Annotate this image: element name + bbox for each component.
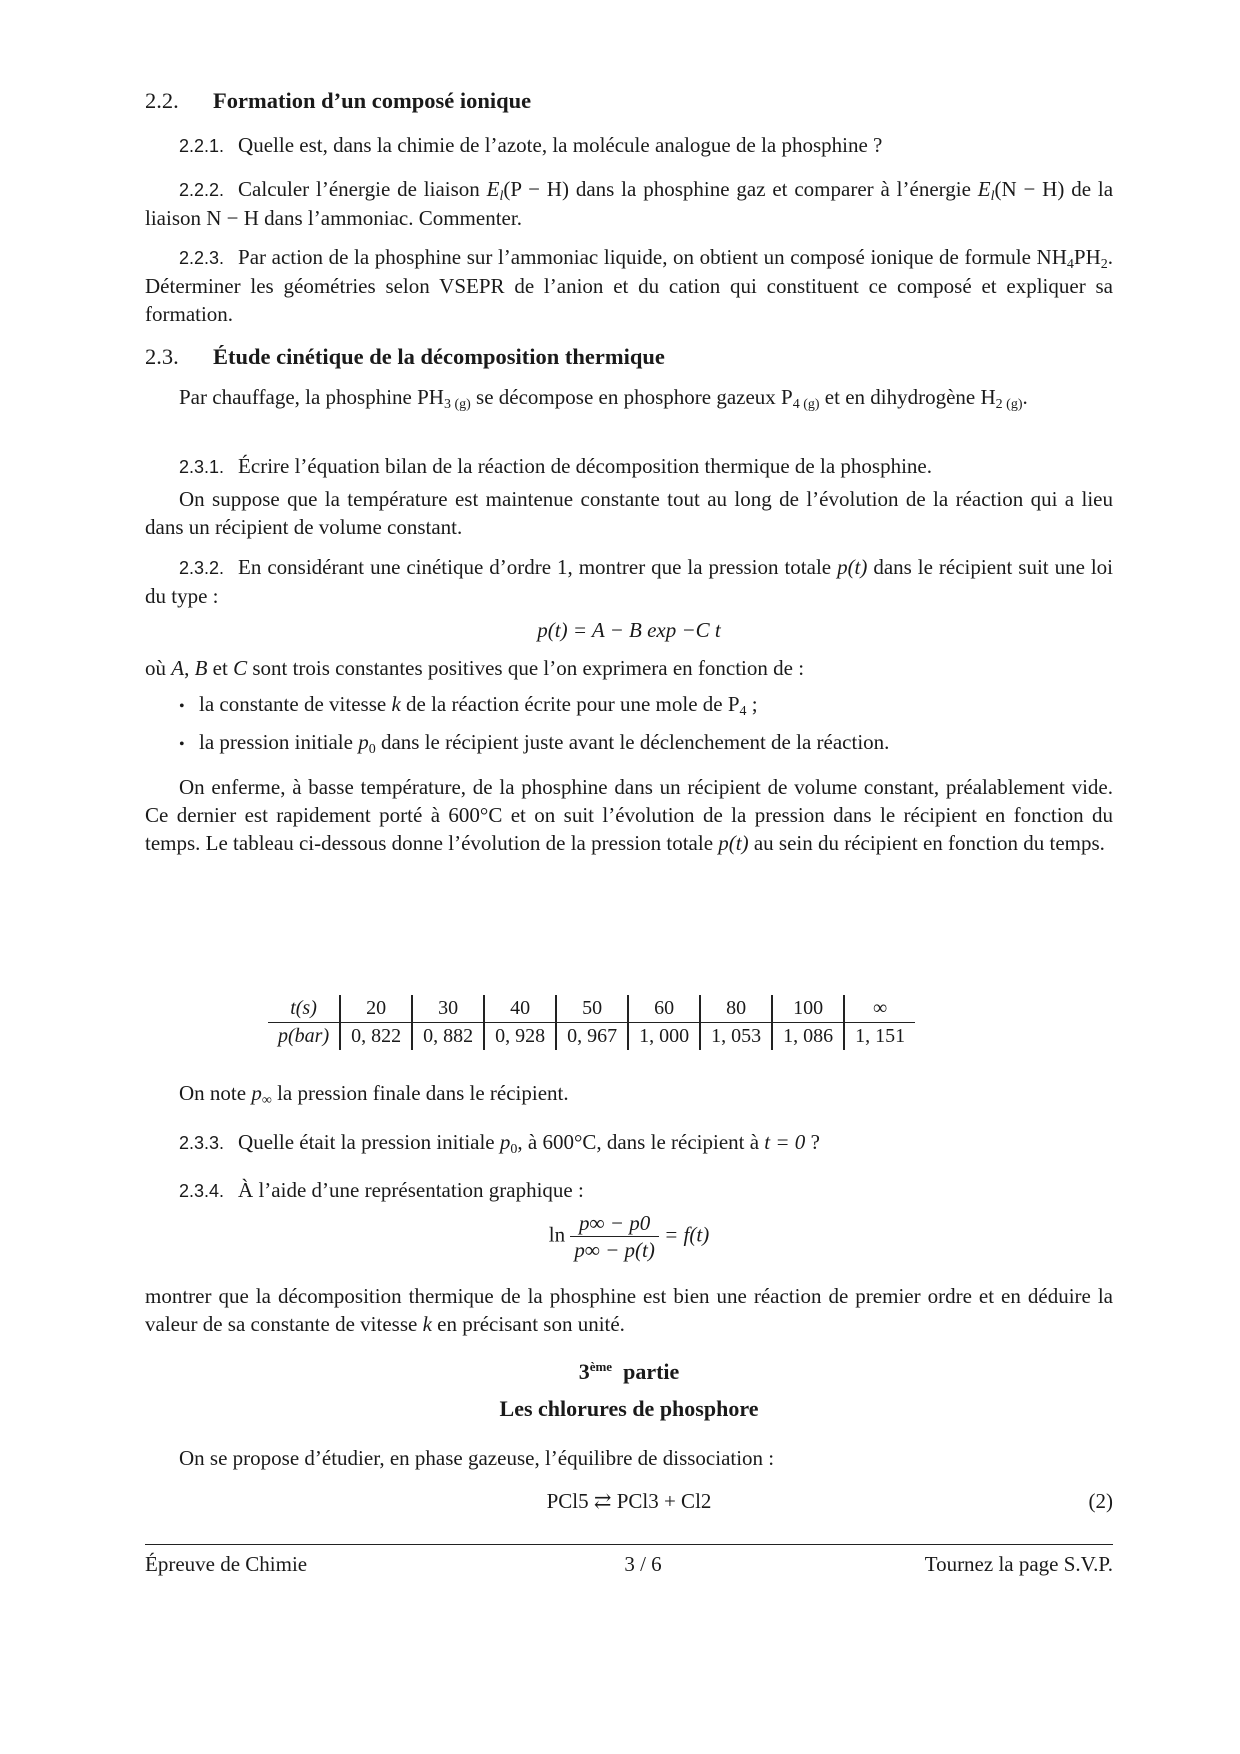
math-expr: (P − H) [503, 177, 569, 201]
table-cell: 0, 928 [484, 1023, 556, 1051]
table-cell: 1, 151 [844, 1023, 915, 1051]
table-cell: 1, 053 [700, 1023, 772, 1051]
text: , [184, 656, 190, 680]
math-function: ln [548, 1222, 566, 1247]
table-row-pressure [268, 1023, 915, 1051]
text: se décompose en phosphore gazeux P [476, 385, 793, 409]
question-text: Quelle est, dans la chimie de l’azote, la molécule analogue de la phosphine ? [238, 133, 883, 157]
table-cell: 60 [628, 995, 700, 1023]
math-symbol: p [251, 1081, 262, 1105]
text: au sein du récipient en fonction du temps. [753, 831, 1105, 855]
section-number: 2.2. [145, 88, 179, 113]
table-header-time: t(s) [268, 995, 340, 1023]
question-text: , à 600°C, dans le récipient à [517, 1130, 760, 1154]
fraction [570, 1210, 658, 1263]
question-2-3-4 [145, 1176, 1113, 1205]
table-row-time [268, 995, 915, 1023]
chem-formula: PH [1073, 245, 1101, 269]
table-cell: 50 [556, 995, 628, 1023]
text: ; [746, 692, 758, 716]
text: la pression initiale [199, 730, 353, 754]
table-cell: ∞ [844, 995, 915, 1023]
question-text: dans le récipient suit une loi du type : [145, 555, 1114, 608]
paragraph-constants [145, 654, 1113, 682]
math-subscript: l [990, 189, 995, 204]
fraction-denominator: p∞ − p(t) [574, 1238, 655, 1262]
math-expr: (N − H) [994, 177, 1065, 201]
chem-subscript: 4 [739, 704, 747, 719]
equation-pressure-law: p(t) = A − B exp −C t [537, 618, 721, 642]
math-expr: p(t) [837, 555, 868, 579]
question-2-3-1 [145, 452, 1113, 481]
math-symbol: E [977, 177, 991, 201]
text: la constante de vitesse [199, 692, 387, 716]
math-subscript: 0 [510, 1142, 518, 1157]
question-number: 2.3.3. [179, 1133, 225, 1153]
math-expr: p(t) [718, 831, 749, 855]
text: On enferme, à basse température, de la phosphine dans un récipient de volume constant, préalablement vide. Ce dernier est rapidement porté à 600°C et on suit l’évolution de la pression dans le récipient en fonction du temps. Le tableau ci-dessous donne l’évolution de la pression totale [145, 775, 1113, 855]
question-text: Par action de la phosphine sur l’ammoniac liquide, on obtient un composé ionique de formule NH [238, 245, 1067, 269]
equation-number: (2) [1088, 1489, 1113, 1513]
question-text: Calculer l’énergie de liaison [238, 177, 480, 201]
chem-subscript: 2 (g) [995, 397, 1023, 412]
question-text: . Déterminer les géométries selon VSEPR de l’anion et du cation qui constituent ce composé et expliquer sa formation. [145, 245, 1113, 326]
table-header-pressure: p(bar) [278, 1025, 330, 1047]
math-symbol: C [233, 656, 248, 680]
table-cell: 40 [484, 995, 556, 1023]
chem-subscript: 4 [1066, 257, 1074, 272]
table-cell: 0, 882 [412, 1023, 484, 1051]
table-cell: 30 [412, 995, 484, 1023]
part-number: 3 [578, 1359, 590, 1384]
question-text: Quelle était la pression initiale [238, 1130, 495, 1154]
question-text: À l’aide d’une représentation graphique : [238, 1178, 584, 1202]
text: où [145, 656, 166, 680]
math-expr: = f(t) [664, 1222, 710, 1247]
equation-dissociation [145, 1487, 1113, 1515]
part-3-heading [145, 1358, 1113, 1386]
paragraph-final-pressure [145, 1079, 1113, 1107]
question-2-3-2 [145, 553, 1113, 610]
text: et en dihydrogène H [824, 385, 996, 409]
equation-log-ratio [145, 1210, 1113, 1263]
question-text: ? [805, 1130, 820, 1154]
question-number: 2.2.1. [179, 136, 225, 156]
math-symbol: A [171, 656, 185, 680]
section-2-2-heading [145, 88, 531, 114]
section-title: Étude cinétique de la décomposition thermique [213, 344, 665, 369]
text: montrer que la décomposition thermique de la phosphine est bien une réaction de premier ordre et en déduire la valeur de sa constante de vitesse [145, 1284, 1113, 1336]
table-cell: 80 [700, 995, 772, 1023]
paragraph-experiment [145, 773, 1113, 857]
bullet-icon: • [179, 698, 185, 715]
question-number: 2.3.1. [179, 457, 225, 477]
question-2-2-1 [145, 131, 1113, 160]
text: et [212, 656, 228, 680]
question-text: Écrire l’équation bilan de la réaction de décomposition thermique de la phosphine. [238, 454, 932, 478]
table-cell: 0, 822 [340, 1023, 412, 1051]
math-symbol: B [194, 656, 208, 680]
text: Par chauffage, la phosphine PH [179, 385, 444, 409]
paragraph-conclusion [145, 1282, 1113, 1338]
table-cell: 20 [340, 995, 412, 1023]
chem-subscript: 3 (g) [443, 397, 471, 412]
bullet-icon: • [179, 736, 185, 753]
text: . [1022, 385, 1028, 409]
question-2-2-3 [145, 243, 1113, 328]
math-subscript: ∞ [261, 1093, 272, 1108]
text: sont trois constantes positives que l’on exprimera en fonction de : [252, 656, 805, 680]
math-expr: t = 0 [764, 1130, 806, 1154]
question-number: 2.3.2. [179, 558, 225, 578]
question-text: , montrer que la pression totale [567, 555, 832, 579]
text: de la réaction écrite pour une mole de P [406, 692, 740, 716]
intro-2-3 [145, 383, 1113, 411]
chem-subscript: 2 [1100, 257, 1108, 272]
text: la pression finale dans le récipient. [277, 1081, 569, 1105]
question-text: En considérant une cinétique d’ordre [238, 555, 552, 579]
math-symbol: p [499, 1130, 511, 1154]
question-2-2-2 [145, 175, 1113, 232]
section-2-3-heading [145, 344, 665, 370]
math-subscript: l [499, 189, 504, 204]
footer-left: Épreuve de Chimie [145, 1552, 308, 1576]
math-number: 1 [557, 555, 568, 579]
part-number-suffix: ème [589, 1359, 613, 1374]
table-cell: 1, 000 [628, 1023, 700, 1051]
paragraph-equilibrium: On se propose d’étudier, en phase gazeuse, l’équilibre de dissociation : [179, 1446, 775, 1470]
footer-right: Tournez la page S.V.P. [924, 1552, 1113, 1576]
paragraph-temperature: On suppose que la température est maintenue constante tout au long de l’évolution de la réaction qui a lieu dans un récipient de volume constant. [145, 487, 1113, 539]
table-cell: 1, 086 [772, 1023, 844, 1051]
bullet-rate-constant [179, 690, 1109, 721]
text: en précisant son unité. [437, 1312, 625, 1336]
bullet-initial-pressure [179, 728, 1109, 759]
math-symbol: k [391, 692, 401, 716]
table-cell: 0, 967 [556, 1023, 628, 1051]
section-title: Formation d’un composé ionique [213, 88, 532, 113]
question-text: de la liaison N − H dans l’ammoniac. Commenter. [145, 177, 1114, 230]
math-symbol: E [486, 177, 500, 201]
fraction-numerator: p∞ − p0 [570, 1210, 658, 1237]
chem-subscript: 4 (g) [792, 397, 820, 412]
math-subscript: 0 [368, 742, 376, 757]
pressure-time-table [268, 995, 915, 1050]
question-number: 2.2.3. [179, 248, 225, 268]
table-cell: 100 [772, 995, 844, 1023]
page-number: 3 / 6 [624, 1552, 662, 1576]
footer-divider [145, 1544, 1113, 1545]
math-symbol: p [358, 730, 369, 754]
math-symbol: k [422, 1312, 432, 1336]
text: On note [179, 1081, 247, 1105]
chem-equation: PCl5 ⇄ PCl3 + Cl2 [546, 1489, 712, 1513]
question-number: 2.3.4. [179, 1181, 225, 1201]
text: dans le récipient juste avant le déclenchement de la réaction. [380, 730, 890, 754]
question-number: 2.2.2. [179, 180, 225, 200]
part-word: partie [623, 1359, 680, 1384]
part-3-title: Les chlorures de phosphore [499, 1396, 759, 1421]
question-2-3-3 [145, 1128, 1113, 1157]
section-number: 2.3. [145, 344, 179, 369]
question-text: dans la phosphine gaz et comparer à l’énergie [575, 177, 971, 201]
